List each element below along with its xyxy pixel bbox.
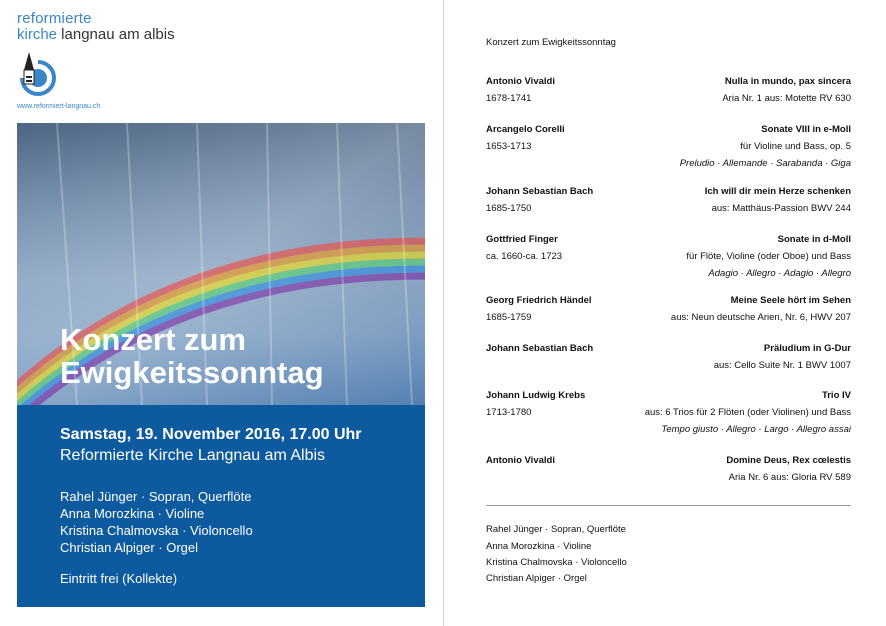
poster-venue: Reformierte Kirche Langnau am Albis [60,447,326,464]
work-detail: Aria Nr. 6 aus: Gloria RV 589 [728,472,851,483]
composer: Georg Friedrich Händel [486,295,592,306]
poster-admission: Eintritt frei (Kollekte) [60,571,178,586]
performer-line: Christian Alpiger · Orgel [486,573,587,584]
composer-years: 1653-1713 [486,141,532,152]
logo-location: langnau am albis [57,26,175,43]
composer: Antonio Vivaldi [486,455,555,466]
work-title: Ich will dir mein Herze schenken [704,186,851,197]
composer-years: 1685-1759 [486,312,532,323]
program-page [444,0,886,626]
poster-date: Samstag, 19. November 2016, 17.00 Uhr [60,426,362,443]
composer-years: 1713-1780 [486,407,532,418]
poster-title-line1: Konzert zum [60,322,246,357]
work-movements: Adagio · Allegro · Adagio · Allegro [708,268,851,279]
composer: Johann Ludwig Krebs [486,390,586,401]
work-detail: aus: 6 Trios für 2 Flöten (oder Violinen) und Bass [644,407,851,418]
composer: Johann Sebastian Bach [486,186,594,197]
work-title: Sonate in d-Moll [777,234,851,245]
composer-years: 1678-1741 [486,93,532,104]
concert-poster [17,123,425,607]
performer-line: Rahel Jünger · Sopran, Querflöte [486,524,626,535]
work-title: Domine Deus, Rex cœlestis [726,455,851,466]
poster-performer: Christian Alpiger · Orgel [60,540,198,555]
program-divider [486,505,851,506]
performer-line: Kristina Chalmovska · Violoncello [486,557,627,568]
composer: Arcangelo Corelli [486,124,565,135]
work-detail: Aria Nr. 1 aus: Motette RV 630 [722,93,851,104]
work-title: Nulla in mundo, pax sincera [724,76,851,87]
composer: Gottfried Finger [486,234,558,245]
performer-line: Anna Morozkina · Violine [486,541,592,552]
church-emblem-icon [16,46,58,96]
work-title: Meine Seele hört im Sehen [730,295,851,306]
work-movements: Tempo giusto · Allegro · Largo · Allegro assai [661,424,851,435]
work-title: Sonate VIII in e-Moll [761,124,851,135]
poster-title [60,323,324,389]
work-detail: aus: Cello Suite Nr. 1 BWV 1007 [713,360,851,371]
website-link[interactable]: www.reformiert-langnau.ch [17,103,101,110]
work-detail: aus: Matthäus-Passion BWV 244 [711,203,851,214]
composer: Antonio Vivaldi [486,76,555,87]
logo-line1: reformierte [17,10,92,27]
composer-years: 1685-1750 [486,203,532,214]
composer: Johann Sebastian Bach [486,343,594,354]
logo-kirche: kirche [17,26,58,43]
work-detail: für Violine und Bass, op. 5 [740,141,851,152]
program-heading: Konzert zum Ewigkeitssonntag [486,37,616,48]
poster-title-line2: Ewigkeitssonntag [60,355,324,390]
poster-performer: Anna Morozkina · Violine [60,506,205,521]
work-detail: aus: Neun deutsche Arien, Nr. 6, HWV 207 [670,312,851,323]
work-detail: für Flöte, Violine (oder Oboe) und Bass [686,251,851,262]
work-title: Präludium in G-Dur [763,343,851,354]
work-title: Trio IV [821,390,851,401]
poster-performer: Rahel Jünger · Sopran, Querflöte [60,489,252,504]
poster-performer: Kristina Chalmovska · Violoncello [60,523,253,538]
work-movements: Preludio · Allemande · Sarabanda · Giga [679,158,851,169]
logo-line2 [17,26,175,43]
composer-years: ca. 1660-ca. 1723 [486,251,563,262]
